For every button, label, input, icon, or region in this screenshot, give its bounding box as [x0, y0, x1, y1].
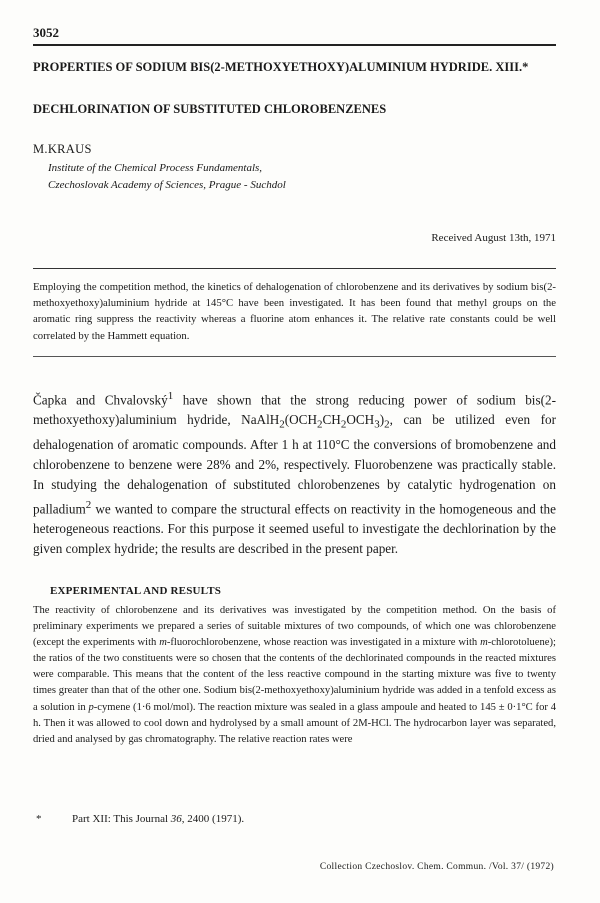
formula-subscript: 2 [340, 419, 347, 432]
intro-text: we wanted to compare the structural effects on reactivity in the homogeneous and the heterogeneous reactions. For this purpose it seemed useful to investigate the dechlorination by the given complex hydride; the results are described in the present paper. [33, 501, 556, 557]
intro-text: ) [379, 412, 385, 428]
experimental-text: -fluorochlorobenzene, whose reaction was investigated in a mixture with [166, 637, 481, 649]
intro-text: (OCH [284, 412, 318, 428]
italic-prefix: m [480, 637, 488, 649]
abstract: Employing the competition method, the kinetics of dehalogenation of chlorobenzene and its derivatives by sodium bis(2-methoxyethoxy)aluminium hydride at 145°C have been investigated. It has been found that methyl groups on the aromatic ring suppress the reactivity whereas a fluorine atom enhances it. The relative rate constants could be well correlated by the Hammett equation. [33, 281, 556, 342]
intro-text: OCH [346, 412, 375, 428]
experimental-text: -chlorotoluene); the ratios of the two constituents were so chosen that the contents of the dechlorinated compounds in the reacted mixtures were comparable. This means that the content of the less reactive compound in the starting mixture was five to twenty times greater than that of the other one. Sodium bis(2-methoxyethoxy)aluminium hydride was added in a tenfold excess as a solution in [33, 637, 556, 713]
italic-prefix: m [159, 637, 167, 649]
abstract-top-rule [33, 268, 556, 269]
footnote-volume: 36 [170, 813, 182, 825]
affiliation-line-2: Czechoslovak Academy of Sciences, Prague - Suchdol [48, 179, 286, 191]
experimental-text: The reactivity of chlorobenzene and its derivatives was investigated by the competition method. On the basis of preliminary experiments we prepared a series of suitable mixtures of two compounds, of which one was chlorobenzene (except the experiments with [33, 605, 556, 649]
experimental-paragraph [33, 603, 556, 748]
section-heading: EXPERIMENTAL AND RESULTS [50, 585, 222, 597]
reference-marker: 2 [85, 499, 92, 512]
header-rule [33, 44, 556, 46]
page-number: 3052 [33, 25, 59, 40]
footnote-text: , 2400 (1971). [181, 813, 245, 825]
experimental-text: -cymene (1·6 mol/mol). The reaction mixture was sealed in a glass ampoule and heated to 145 ± 0·1°C for 4 h. Then it was allowed to cool down and hydrolysed by a small amount of 2M-HCl. The hydrocarbon layer was separated, dried and analysed by gas chromatography. The relative reaction rates were [33, 701, 556, 745]
intro-text: Čapka and Chvalovský [33, 392, 168, 408]
intro-text: CH [322, 412, 341, 428]
author-affiliation [48, 160, 286, 194]
footnote-text: Part XII: This Journal [72, 813, 171, 825]
footnote [36, 813, 556, 825]
journal-footer: Collection Czechoslov. Chem. Commun. /Vol. 37/ (1972) [319, 862, 554, 872]
footnote-marker: * [36, 813, 42, 825]
formula-subscript: 3 [374, 419, 380, 432]
abstract-bottom-rule [33, 356, 556, 357]
affiliation-line-1: Institute of the Chemical Process Fundamentals, [48, 162, 263, 174]
intro-text: have shown that the strong reducing power of sodium bis(2-methoxyethoxy)aluminium hydride, NaAlH [33, 392, 556, 428]
formula-subscript: 2 [279, 419, 285, 432]
formula-subscript: 2 [384, 419, 390, 432]
article-subtitle: DECHLORINATION OF SUBSTITUTED CHLOROBENZENES [33, 102, 387, 116]
article-title: PROPERTIES OF SODIUM BIS(2-METHOXYETHOXY)ALUMINIUM HYDRIDE. XIII.* [33, 60, 529, 74]
received-date: Received August 13th, 1971 [431, 232, 556, 244]
reference-marker: 1 [167, 390, 174, 402]
formula-subscript: 2 [317, 419, 323, 432]
italic-prefix: p [88, 701, 94, 713]
author-name: M.KRAUS [33, 142, 92, 156]
introduction-paragraph [33, 386, 556, 559]
intro-text: , can be utilized even for dehalogenation of aromatic compounds. After 1 h at 110°C the conversions of bromobenzene and chlorobenzene to benzene were 28% and 2%, respectively. Fluorobenzene was practically stable. In studying the dehalogenation of substituted chlorobenzenes by catalytic hydrogenation on palladium [33, 412, 556, 517]
